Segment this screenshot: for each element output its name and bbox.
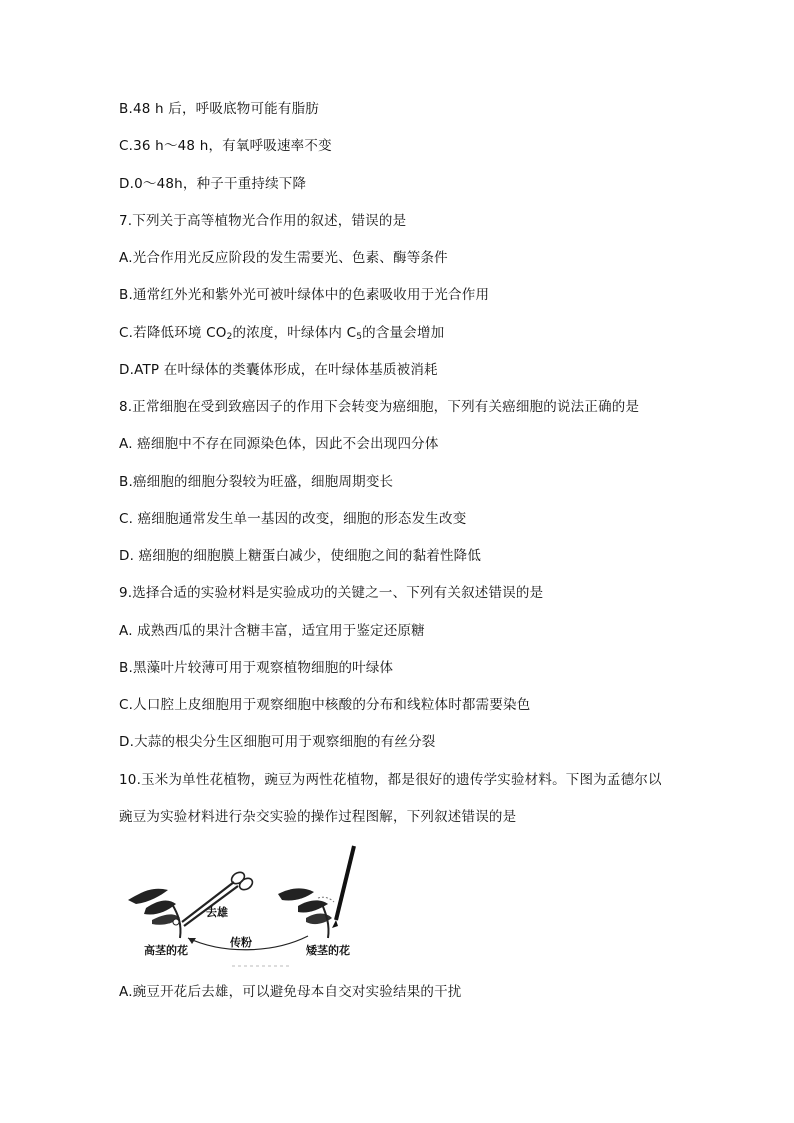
pollination-label: 传粉 (230, 936, 252, 949)
option-8c: C. 癌细胞通常发生单一基因的改变，细胞的形态发生改变 (119, 511, 467, 527)
question-10-line1: 10.玉米为单性花植物，豌豆为两性花植物，都是很好的遗传学实验材料。下图为孟德尔以 (119, 772, 662, 788)
option-9b: B.黑藻叶片较薄可用于观察植物细胞的叶绿体 (119, 660, 394, 676)
option-9c: C.人口腔上皮细胞用于观察细胞中核酸的分布和线粒体时都需要染色 (119, 697, 531, 713)
tall-flower-icon (128, 889, 181, 938)
question-9: 9.选择合适的实验材料是实验成功的关键之一、下列有关叙述错误的是 (119, 585, 544, 601)
question-7: 7.下列关于高等植物光合作用的叙述，错误的是 (119, 213, 407, 229)
option-8b: B.癌细胞的细胞分裂较为旺盛，细胞周期变长 (119, 474, 394, 490)
question-8: 8.正常细胞在受到致癌因子的作用下会转变为癌细胞，下列有关癌细胞的说法正确的是 (119, 399, 640, 415)
option-9d: D.大蒜的根尖分生区细胞可用于观察细胞的有丝分裂 (119, 734, 436, 750)
option-7b: B.通常红外光和紫外光可被叶绿体中的色素吸收用于光合作用 (119, 287, 490, 303)
question-10-line2: 豌豆为实验材料进行杂交实验的操作过程图解，下列叙述错误的是 (119, 809, 517, 825)
pollination-diagram (122, 842, 372, 970)
option-7d: D.ATP 在叶绿体的类囊体形成，在叶绿体基质被消耗 (119, 362, 438, 378)
option-6b: B.48 h 后，呼吸底物可能有脂肪 (119, 101, 319, 117)
short-flower-icon (278, 888, 334, 938)
option-7a: A.光合作用光反应阶段的发生需要光、色素、酶等条件 (119, 250, 448, 266)
tall-flower-label: 高茎的花 (144, 944, 188, 957)
short-flower-label: 矮茎的花 (306, 944, 350, 957)
option-8d: D. 癌细胞的细胞膜上糖蛋白减少，使细胞之间的黏着性降低 (119, 548, 482, 564)
option-10a: A.豌豆开花后去雄，可以避免母本自交对实验结果的干扰 (119, 984, 462, 1000)
emasculation-label: 去雄 (206, 906, 228, 919)
option-9a: A. 成熟西瓜的果汁含糖丰富，适宜用于鉴定还原糖 (119, 623, 425, 639)
option-6d: D.0～48h，种子干重持续下降 (119, 176, 307, 192)
option-7c: C.若降低环境 $CO_2$的浓度，叶绿体内 $C_5$的含量会增加 (119, 325, 445, 342)
brush-icon (332, 846, 354, 928)
option-8a: A. 癌细胞中不存在同源染色体，因此不会出现四分体 (119, 436, 439, 452)
option-6c: C.36 h～48 h，有氧呼吸速率不变 (119, 138, 332, 154)
